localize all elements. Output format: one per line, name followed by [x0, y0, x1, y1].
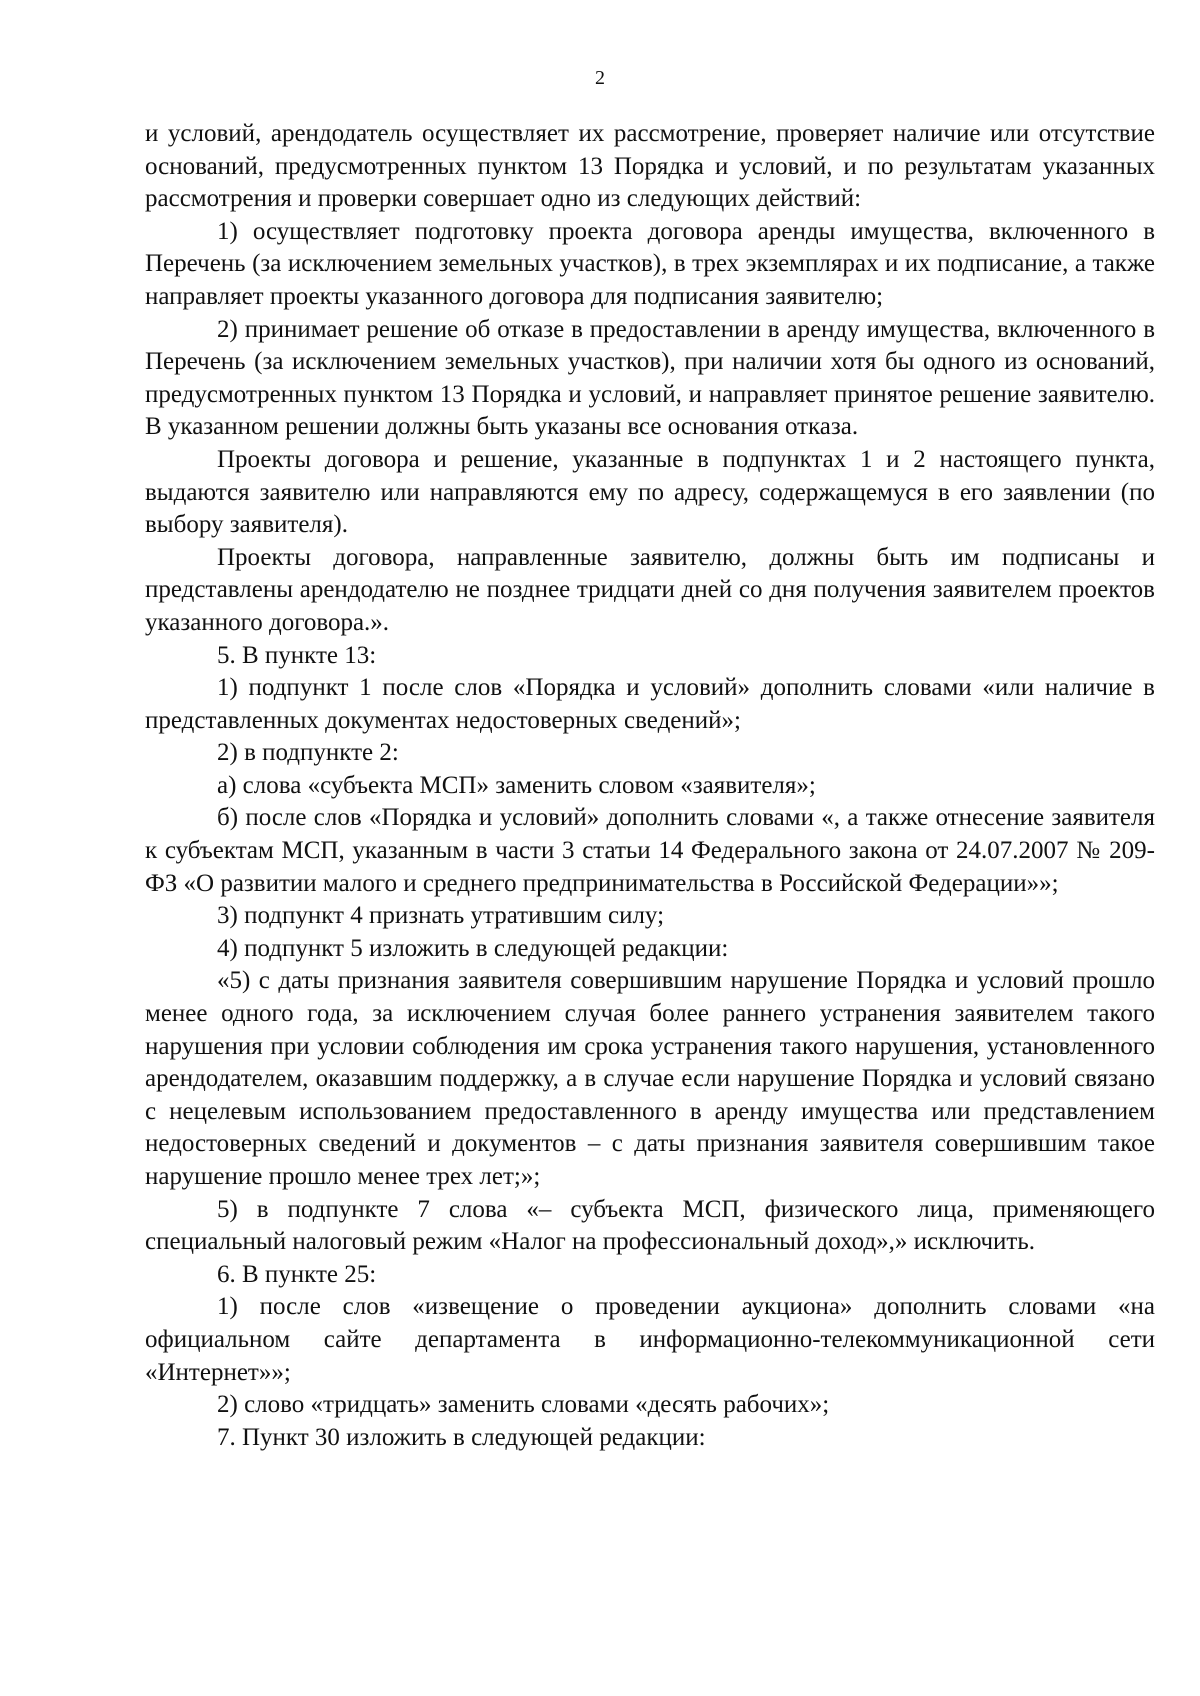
paragraph: 1) осуществляет подготовку проекта договора аренды имущества, включенного в Перечень (за исключением земельных участков), в трех экземплярах и их подписание, а также направляет проекты указанного договора для подписания заявителю;: [145, 217, 1155, 310]
document-body: [145, 118, 1155, 1454]
paragraph: б) после слов «Порядка и условий» дополнить словами «, а также отнесение заявителя к субъектам МСП, указанным в части 3 статьи 14 Федерального закона от 24.07.2007 № 209-ФЗ «О развитии малого и среднего предпринимательства в Российской Федерации»»;: [145, 804, 1155, 897]
paragraph: 5. В пункте 13:: [217, 641, 377, 669]
paragraph: и условий, арендодатель осуществляет их рассмотрение, проверяет наличие или отсутствие оснований, предусмотренных пунктом 13 Порядка и условий, и по результатам указанных рассмотрения и проверки совершает одно из следующих действий:: [145, 120, 1155, 213]
paragraph: Проекты договора и решение, указанные в подпунктах 1 и 2 настоящего пункта, выдаются заявителю или направляются ему по адресу, содержащемуся в его заявлении (по выбору заявителя).: [145, 445, 1155, 539]
paragraph: 1) после слов «извещение о проведении аукциона» дополнить словами «на официальном сайте департамента в информационно-телекоммуникационной сети «Интернет»»;: [145, 1293, 1155, 1386]
page-number: 2: [595, 67, 605, 89]
paragraph: 6. В пункте 25:: [217, 1260, 377, 1288]
paragraph: «5) с даты признания заявителя совершившим нарушение Порядка и условий прошло менее одного года, за исключением случая более раннего устранения заявителем такого нарушения при условии соблюдения им срока устранения такого нарушения, установленного арендодателем, оказавшим поддержку, а в случае если нарушение Порядка и условий связано с нецелевым использованием предоставленного в аренду имущества или представлением недостоверных сведений и документов – с даты признания заявителя совершившим такое нарушение прошло менее трех лет;»;: [145, 967, 1155, 1190]
paragraph: 3) подпункт 4 признать утратившим силу;: [217, 902, 665, 930]
paragraph: 1) подпункт 1 после слов «Порядка и условий» дополнить словами «или наличие в представленных документах недостоверных сведений»;: [145, 674, 1155, 734]
paragraph: 4) подпункт 5 изложить в следующей редакции:: [217, 934, 729, 962]
paragraph: а) слова «субъекта МСП» заменить словом «заявителя»;: [217, 771, 816, 799]
paragraph: 2) слово «тридцать» заменить словами «десять рабочих»;: [217, 1391, 830, 1419]
paragraph: 2) в подпункте 2:: [217, 739, 399, 767]
paragraph: 7. Пункт 30 изложить в следующей редакции:: [217, 1423, 706, 1451]
paragraph: Проекты договора, направленные заявителю, должны быть им подписаны и представлены арендодателю не позднее тридцати дней со дня получения заявителем проектов указанного договора.».: [145, 543, 1155, 636]
paragraph: 5) в подпункте 7 слова «– субъекта МСП, физического лица, применяющего специальный налоговый режим «Налог на профессиональный доход»,» исключить.: [145, 1195, 1155, 1256]
paragraph: 2) принимает решение об отказе в предоставлении в аренду имущества, включенного в Перечень (за исключением земельных участков), при наличии хотя бы одного из оснований, предусмотренных пунктом 13 Порядка и условий, и направляет принятое решение заявителю. В указанном решении должны быть указаны все основания отказа.: [145, 315, 1155, 441]
